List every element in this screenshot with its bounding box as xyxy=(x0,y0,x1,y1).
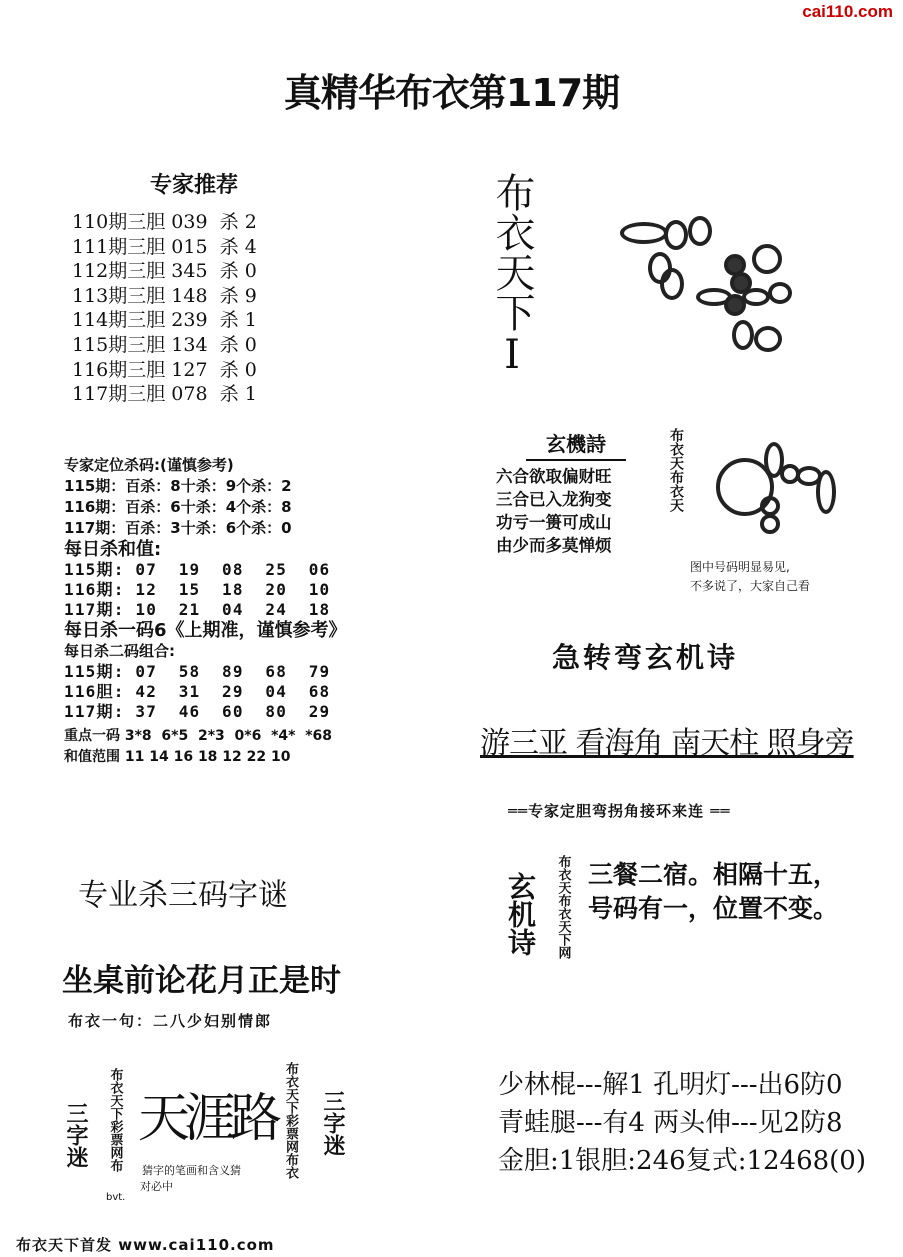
poem-line: 六合欲取偏财旺 xyxy=(496,467,612,486)
brand-right-vertical: 布衣天下彩票网布衣 xyxy=(283,1062,298,1179)
daily-two-row: 116胆: 42 31 29 04 68 xyxy=(64,682,331,701)
expert-row: 110期三胆 039 杀 2 xyxy=(72,211,257,233)
coins-illustration-2 xyxy=(712,440,842,550)
sanzimi-right: 三字迷 xyxy=(320,1090,345,1156)
xuanji-title: 玄机诗 xyxy=(504,872,537,956)
daily-sum-heading: 每日杀和值: xyxy=(64,539,162,560)
sum-range: 和值范围 11 14 16 18 12 22 10 xyxy=(64,749,291,765)
riddle-text: 坐桌前论花月正是时 xyxy=(62,963,341,999)
poem-title: 玄機詩 xyxy=(526,428,626,461)
poem-line: 三合已入龙狗变 xyxy=(496,490,612,509)
expert-row: 117期三胆 078 杀 1 xyxy=(72,383,257,406)
expert-row: 115期三胆 134 杀 0 xyxy=(72,333,257,356)
hint-line: 青蛙腿---有4 两头伸---见2防8 xyxy=(498,1108,843,1138)
sentence: 布衣一句：二八少妇别情郎 xyxy=(68,1012,273,1030)
kill3-title: 专业杀三码字谜 xyxy=(78,878,288,913)
poem-line: 由少而多莫惮烦 xyxy=(496,536,612,555)
brand-vertical: 布衣天下I xyxy=(489,172,535,378)
daily-sum-row: 115期: 07 19 08 25 06 xyxy=(64,560,331,579)
expert-row: 114期三胆 239 杀 1 xyxy=(72,309,257,332)
image-note xyxy=(690,558,810,596)
position-kill-row: 115期：百杀：8十杀：9个杀：2 xyxy=(64,477,292,495)
tianyalu-sub2: 对必中 xyxy=(140,1180,173,1193)
expert-row: 116期三胆 127 杀 0 xyxy=(72,358,257,381)
turn-heading: 急转弯玄机诗 xyxy=(552,641,739,674)
expert-row: 112期三胆 345 杀 0 xyxy=(72,260,257,283)
sanzimi-left: 三字迷 xyxy=(63,1102,88,1168)
key-code: 重点一码 3*8 6*5 2*3 0*6 *4* *68 xyxy=(64,728,333,744)
daily-sum-row: 117期: 10 21 04 24 18 xyxy=(64,600,331,619)
turn-line: 游三亚 看海角 南天柱 照身旁 xyxy=(480,726,854,761)
expert-heading: 专家推荐 xyxy=(150,173,239,198)
hint-line: 少林棍---解1 孔明灯---出6防0 xyxy=(498,1070,843,1100)
note-line: 图中号码明显易见, xyxy=(690,560,790,574)
riddle-line: 号码有一，位置不变。 xyxy=(588,894,839,923)
daily-two-row: 117期: 37 46 60 80 29 xyxy=(64,702,331,721)
page-title: 真精华布衣第117期 xyxy=(283,71,620,115)
daily-sum-row: 116期: 12 15 18 20 10 xyxy=(64,580,331,599)
riddle-line: 三餐二宿。相隔十五， xyxy=(588,860,839,889)
daily-two-row: 115期: 07 58 89 68 79 xyxy=(64,662,331,681)
position-kill-heading: 专家定位杀码:(谨慎参考) xyxy=(64,456,234,474)
hint-line: 金胆:1银胆:246复式:12468(0) xyxy=(498,1146,866,1176)
daily-one-heading: 每日杀一码6《上期准，谨慎参考》 xyxy=(64,620,347,641)
brand-left-vertical: 布衣天下彩票网布 xyxy=(107,1068,123,1172)
brand-mid-vertical: 布衣天布衣天下网 xyxy=(555,855,571,959)
poem-line: 功亏一篑可成山 xyxy=(496,513,612,532)
coins-illustration xyxy=(612,212,812,372)
tianyalu-sub: 猜字的笔画和含义猜 xyxy=(142,1164,241,1177)
position-kill-row: 116期：百杀：6十杀：4个杀：8 xyxy=(64,498,292,516)
expert-list xyxy=(72,210,257,407)
fixed-heading: ══专家定胆弯拐角接环来连 ══ xyxy=(508,802,731,820)
hints xyxy=(498,1066,866,1180)
position-kill-row: 117期：百杀：3十杀：6个杀：0 xyxy=(64,519,292,537)
riddle-lines xyxy=(588,858,838,926)
note-line: 不多说了，大家自己看 xyxy=(690,579,811,593)
brand-url[interactable]: cai110.com xyxy=(802,2,893,21)
bvt-text: bvt. xyxy=(106,1192,126,1203)
expert-row: 113期三胆 148 杀 9 xyxy=(72,284,257,307)
daily-two-heading: 每日杀二码组合: xyxy=(64,642,175,660)
brand-small-vertical: 布衣天布衣天 xyxy=(668,428,684,512)
tianyalu: 天涯路 xyxy=(138,1089,277,1149)
kill-codes-section xyxy=(64,455,347,768)
footer[interactable]: 布衣天下首发 www.cai110.com xyxy=(16,1236,275,1254)
expert-row: 111期三胆 015 杀 4 xyxy=(72,235,257,258)
poem-box xyxy=(496,428,656,557)
